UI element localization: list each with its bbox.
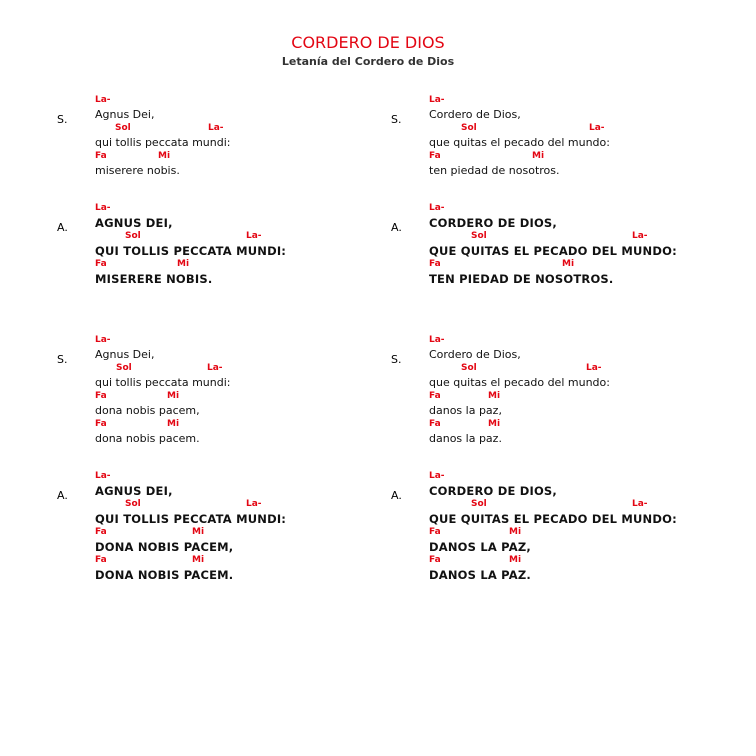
lyric-text: que quitas el pecado del mundo: (429, 376, 610, 389)
chord-label: La- (632, 231, 648, 241)
chord-label: La- (207, 363, 223, 373)
chord-label: La- (429, 471, 445, 481)
lyric-text: dona nobis pacem. (95, 432, 200, 445)
lyric-text: QUE QUITAS EL PECADO DEL MUNDO: (429, 512, 677, 526)
role-marker: S. (391, 353, 402, 366)
chord-label: Fa (429, 259, 441, 269)
role-marker: S. (57, 353, 68, 366)
lyric-text: Cordero de Dios, (429, 108, 521, 121)
chord-label: La- (632, 499, 648, 509)
role-marker: S. (57, 113, 68, 126)
chord-label: Mi (509, 527, 522, 537)
chord-label: Mi (158, 151, 171, 161)
chord-label: Mi (488, 419, 501, 429)
chord-label: Fa (429, 527, 441, 537)
chord-label: Mi (167, 419, 180, 429)
lyric-text: DONA NOBIS PACEM. (95, 568, 234, 582)
lyric-text: DONA NOBIS PACEM, (95, 540, 234, 554)
chord-label: Sol (115, 123, 131, 133)
lyric-text: danos la paz, (429, 404, 502, 417)
chord-label: Sol (461, 363, 477, 373)
chord-label: Sol (116, 363, 132, 373)
chord-label: Sol (471, 499, 487, 509)
chord-label: Fa (95, 527, 107, 537)
lyric-text: ten piedad de nosotros. (429, 164, 560, 177)
role-marker: A. (57, 221, 68, 234)
chord-label: Fa (429, 419, 441, 429)
lyric-text: que quitas el pecado del mundo: (429, 136, 610, 149)
chord-label: La- (95, 335, 111, 345)
chord-label: Mi (177, 259, 190, 269)
chord-label: Sol (125, 499, 141, 509)
chord-label: Sol (125, 231, 141, 241)
role-marker: A. (391, 489, 402, 502)
lyric-text: DANOS LA PAZ, (429, 540, 531, 554)
lyric-text: dona nobis pacem, (95, 404, 200, 417)
chord-label: Fa (95, 259, 107, 269)
chord-label: La- (208, 123, 224, 133)
lyric-text: danos la paz. (429, 432, 502, 445)
chord-label: Mi (192, 555, 205, 565)
chord-label: Fa (95, 555, 107, 565)
chord-label: La- (589, 123, 605, 133)
lyric-text: TEN PIEDAD DE NOSOTROS. (429, 272, 614, 286)
lyric-text: miserere nobis. (95, 164, 180, 177)
chord-label: La- (429, 335, 445, 345)
lyric-text: QUI TOLLIS PECCATA MUNDI: (95, 512, 287, 526)
chord-label: La- (586, 363, 602, 373)
chord-label: Mi (167, 391, 180, 401)
lyric-text: DANOS LA PAZ. (429, 568, 531, 582)
chord-label: Fa (95, 419, 107, 429)
role-marker: A. (391, 221, 402, 234)
lyric-text: Agnus Dei, (95, 108, 155, 121)
chord-label: Mi (488, 391, 501, 401)
chord-label: La- (95, 471, 111, 481)
chord-label: Fa (429, 555, 441, 565)
lyric-text: CORDERO DE DIOS, (429, 216, 557, 230)
page-title: CORDERO DE DIOS (291, 33, 445, 52)
lyric-text: QUE QUITAS EL PECADO DEL MUNDO: (429, 244, 677, 258)
lyric-text: QUI TOLLIS PECCATA MUNDI: (95, 244, 287, 258)
chord-label: Mi (192, 527, 205, 537)
chord-label: Fa (95, 391, 107, 401)
chord-label: Mi (532, 151, 545, 161)
lyric-text: qui tollis peccata mundi: (95, 136, 231, 149)
chord-label: La- (95, 203, 111, 213)
chord-label: La- (246, 499, 262, 509)
chord-label: La- (246, 231, 262, 241)
chord-label: Fa (429, 151, 441, 161)
role-marker: A. (57, 489, 68, 502)
lyric-text: AGNUS DEI, (95, 216, 173, 230)
chord-label: La- (429, 95, 445, 105)
chord-label: Sol (471, 231, 487, 241)
lyric-text: Cordero de Dios, (429, 348, 521, 361)
chord-label: Fa (429, 391, 441, 401)
chord-label: La- (429, 203, 445, 213)
lyric-text: MISERERE NOBIS. (95, 272, 213, 286)
page-subtitle: Letanía del Cordero de Dios (281, 55, 455, 68)
chord-label: Sol (461, 123, 477, 133)
chord-label: Fa (95, 151, 107, 161)
lyric-text: CORDERO DE DIOS, (429, 484, 557, 498)
lyric-text: qui tollis peccata mundi: (95, 376, 231, 389)
lyric-text: AGNUS DEI, (95, 484, 173, 498)
chord-label: Mi (562, 259, 575, 269)
role-marker: S. (391, 113, 402, 126)
lyric-text: Agnus Dei, (95, 348, 155, 361)
chord-label: La- (95, 95, 111, 105)
chord-label: Mi (509, 555, 522, 565)
